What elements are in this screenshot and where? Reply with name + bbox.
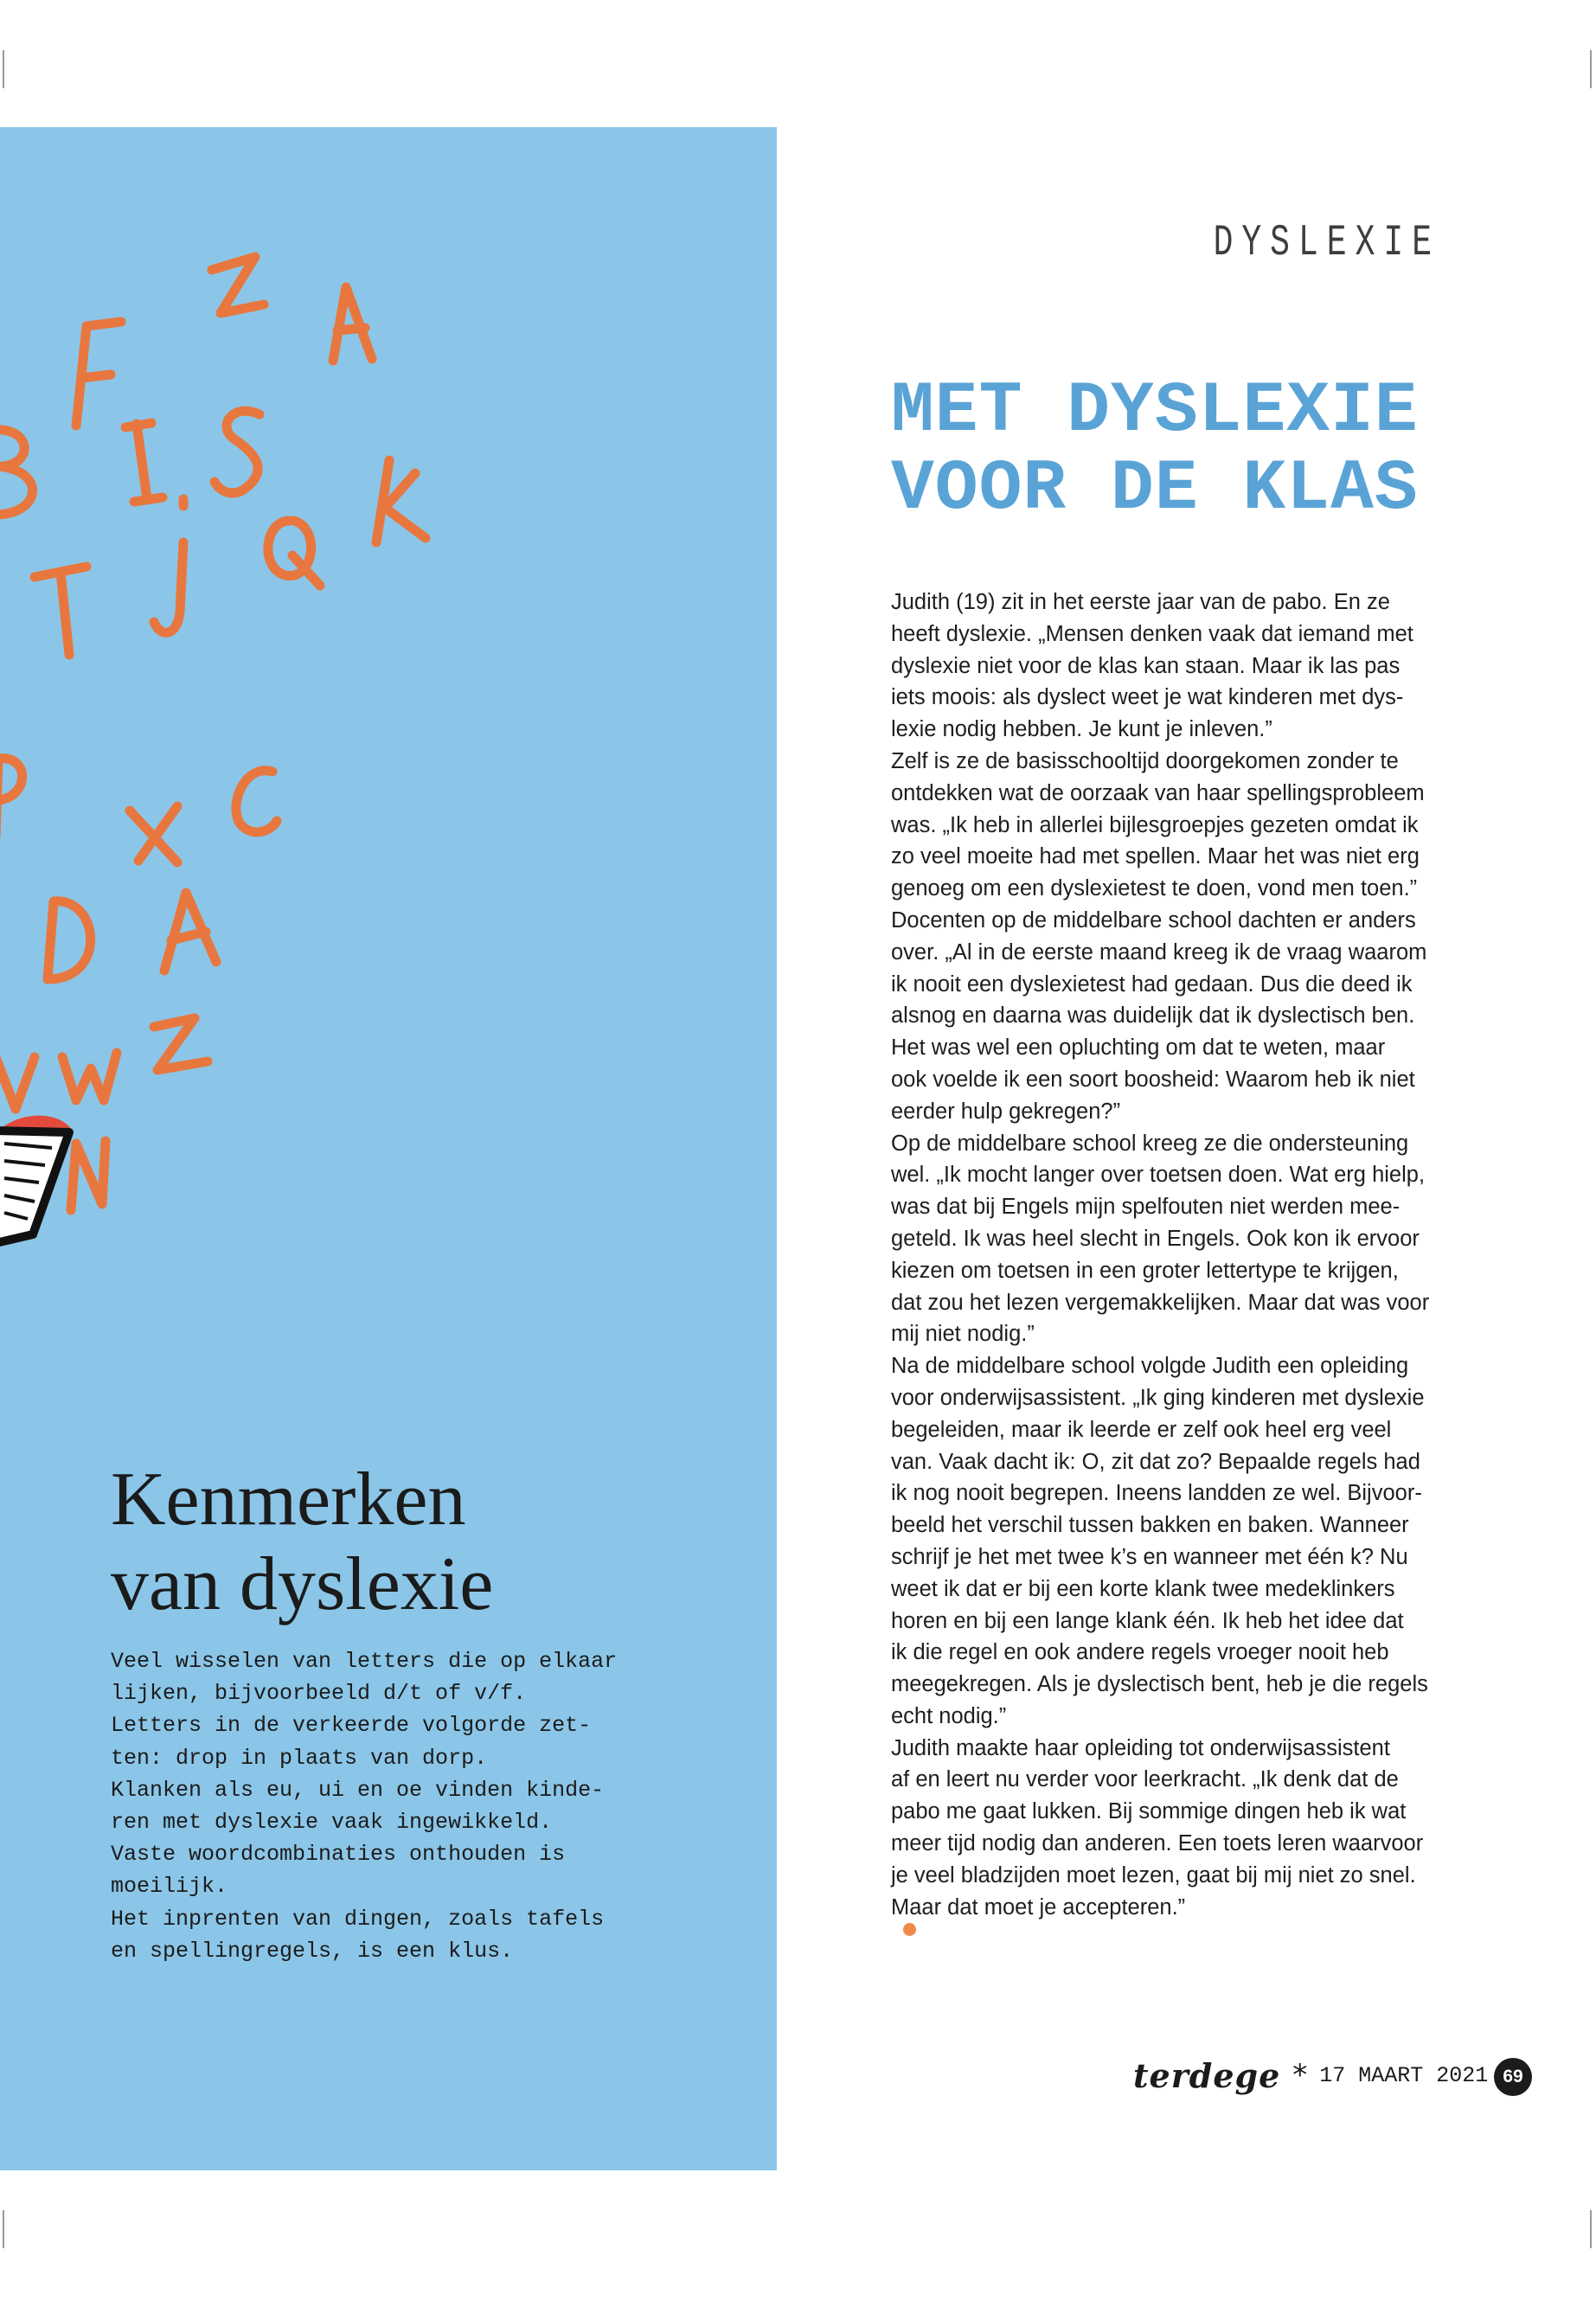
letter-i-glyph bbox=[125, 423, 163, 502]
box-text-line: Het inprenten van dingen, zoals tafels bbox=[111, 1906, 605, 1932]
body-line: ook voelde ik een soort boosheid: Waarom heb ik niet bbox=[891, 1067, 1415, 1092]
body-line: ik nooit een dyslexietest had gedaan. Dus die deed ik bbox=[891, 971, 1413, 997]
body-line: ik nog nooit begrepen. Ineens landden ze wel. Bijvoor- bbox=[891, 1481, 1422, 1506]
box-title-line: Kenmerken bbox=[111, 1458, 466, 1541]
body-line: was dat bij Engels mijn spelfouten niet werden mee- bbox=[891, 1195, 1401, 1220]
body-line: weet ik dat er bij een korte klank twee medeklinkers bbox=[891, 1576, 1395, 1601]
body-line: voor onderwijsassistent. „Ik ging kinderen met dyslexie bbox=[891, 1385, 1425, 1410]
body-line: meegekregen. Als je dyslectisch bent, heb je die regels bbox=[891, 1672, 1428, 1697]
body-line: van. Vaak dacht ik: O, zit dat zo? Bepaalde regels had bbox=[891, 1449, 1420, 1474]
body-line: Zelf is ze de basisschooltijd doorgekomen zonder te bbox=[891, 748, 1399, 773]
article-title-line: MET DYSLEXIE bbox=[891, 370, 1419, 452]
article-title bbox=[891, 372, 1462, 528]
letter-p-glyph bbox=[0, 759, 22, 836]
body-line: Judith (19) zit in het eerste jaar van de pabo. En ze bbox=[891, 590, 1390, 614]
body-line: heeft dyslexie. „Mensen denken vaak dat iemand met bbox=[891, 621, 1413, 646]
body-line: meer tijd nodig dan anderen. Een toets leren waarvoor bbox=[891, 1831, 1424, 1856]
letter-a-glyph bbox=[333, 287, 372, 361]
body-line: Maar dat moet je accepteren.” bbox=[891, 1894, 1186, 1920]
box-text-line: Vaste woordcombinaties onthouden is bbox=[111, 1842, 566, 1868]
body-line: iets moois: als dyslect weet je wat kinderen met dys- bbox=[891, 685, 1404, 710]
letter-s-glyph bbox=[215, 411, 260, 493]
body-line: dyslexie niet voor de klas kan staan. Maar ik las pas bbox=[891, 653, 1401, 678]
body-line: eerder hulp gekregen?” bbox=[891, 1099, 1121, 1124]
issue-date: 17 MAART 2021 bbox=[1319, 2062, 1489, 2088]
end-mark-dot bbox=[903, 1923, 916, 1936]
body-line: Docenten op de middelbare school dachten er anders bbox=[891, 907, 1416, 933]
letter-t-glyph bbox=[35, 567, 87, 655]
body-line: geteld. Ik was heel slecht in Engels. Ook kon ik ervoor bbox=[891, 1226, 1420, 1251]
body-line-last bbox=[891, 1892, 1445, 1937]
box-text-line: en spellingregels, is een klus. bbox=[111, 1938, 514, 1964]
body-line: wel. „Ik mocht langer over toetsen doen. Wat erg hielp, bbox=[891, 1163, 1426, 1188]
section-label: DYSLEXIE bbox=[1213, 218, 1440, 269]
box-title bbox=[111, 1458, 734, 1627]
box-text-line: moeilijk. bbox=[111, 1874, 228, 1900]
letters-illustration-svg bbox=[0, 127, 606, 1252]
letter-d-glyph bbox=[48, 901, 91, 979]
body-line: begeleiden, maar ik leerde er zelf ook heel erg veel bbox=[891, 1417, 1392, 1442]
letter-q-glyph bbox=[268, 521, 320, 586]
crop-mark bbox=[3, 2210, 4, 2248]
letter-w-glyph bbox=[62, 1053, 117, 1100]
body-line: ik die regel en ook andere regels vroeger nooit heb bbox=[891, 1640, 1389, 1665]
letter-c-glyph bbox=[236, 771, 277, 832]
letter-k-glyph bbox=[376, 460, 426, 542]
body-line: echt nodig.” bbox=[891, 1703, 1007, 1728]
article-title-line: VOOR DE KLAS bbox=[891, 448, 1419, 529]
letter-f-glyph bbox=[76, 322, 121, 426]
box-text-line: ten: drop in plaats van dorp. bbox=[111, 1745, 488, 1771]
letters-illustration bbox=[0, 127, 606, 1252]
box-text-line: Klanken als eu, ui en oe vinden kinde- bbox=[111, 1777, 605, 1803]
page-number-badge: 69 bbox=[1494, 2058, 1532, 2096]
letter-z-glyph bbox=[154, 1018, 208, 1070]
body-line: Na de middelbare school volgde Judith een opleiding bbox=[891, 1354, 1409, 1379]
crop-mark bbox=[1590, 50, 1592, 88]
letter-z-glyph bbox=[212, 257, 264, 313]
body-line: pabo me gaat lukken. Bij sommige dingen heb ik wat bbox=[891, 1799, 1407, 1824]
body-line: horen en bij een lange klank één. Ik heb het idee dat bbox=[891, 1608, 1404, 1633]
letter-j-glyph bbox=[154, 499, 183, 632]
box-text-line: ren met dyslexie vaak ingewikkeld. bbox=[111, 1810, 553, 1836]
box-text-line: Veel wisselen van letters die op elkaar bbox=[111, 1649, 618, 1674]
body-line: kiezen om toetsen in een groter lettertype te krijgen, bbox=[891, 1258, 1399, 1283]
body-line: ontdekken wat de oorzaak van haar spellingsprobleem bbox=[891, 780, 1425, 805]
body-line: zo veel moeite had met spellen. Maar het was niet erg bbox=[891, 844, 1420, 869]
body-line: alsnog en daarna was duidelijk dat ik dyslectisch ben. bbox=[891, 1003, 1415, 1029]
asterisk-separator: * bbox=[1292, 2058, 1308, 2093]
body-line: je veel bladzijden moet lezen, gaat bij mij niet zo snel. bbox=[891, 1862, 1416, 1888]
body-line: over. „Al in de eerste maand kreeg ik de vraag waarom bbox=[891, 939, 1427, 965]
body-line: genoeg om een dyslexietest te doen, vond men toen.” bbox=[891, 876, 1418, 901]
body-line: Judith maakte haar opleiding tot onderwijsassistent bbox=[891, 1735, 1390, 1760]
magazine-brand: terdege bbox=[1133, 2055, 1281, 2095]
box-title-line: van dyslexie bbox=[111, 1542, 494, 1626]
body-line: Het was wel een opluchting om dat te weten, maar bbox=[891, 1035, 1386, 1061]
box-text bbox=[111, 1645, 734, 1967]
letter-a-glyph bbox=[164, 893, 216, 971]
body-line: mij niet nodig.” bbox=[891, 1322, 1035, 1347]
letter-n-glyph bbox=[71, 1141, 106, 1210]
article-body bbox=[891, 586, 1445, 1936]
letter-b-glyph bbox=[0, 430, 33, 515]
body-line: was. „Ik heb in allerlei bijlesgroepjes gezeten omdat ik bbox=[891, 812, 1419, 837]
body-line: schrijf je het met twee k’s en wanneer met één k? Nu bbox=[891, 1544, 1408, 1569]
box-text-line: lijken, bijvoorbeeld d/t of v/f. bbox=[111, 1681, 527, 1707]
letter-v-glyph bbox=[0, 1057, 35, 1109]
body-line: lexie nodig hebben. Je kunt je inleven.” bbox=[891, 717, 1272, 742]
body-line: Op de middelbare school kreeg ze die ondersteuning bbox=[891, 1131, 1409, 1156]
crop-mark bbox=[1590, 2210, 1592, 2248]
box-text-line: Letters in de verkeerde volgorde zet- bbox=[111, 1713, 592, 1739]
body-line: af en leert nu verder voor leerkracht. „Ik denk dat de bbox=[891, 1767, 1399, 1792]
page-footer bbox=[1133, 2052, 1488, 2099]
crop-mark bbox=[3, 50, 4, 88]
letter-x-glyph bbox=[130, 806, 177, 862]
body-line: dat zou het lezen vergemakkelijken. Maar dat was voor bbox=[891, 1290, 1430, 1315]
body-line: beeld het verschil tussen bakken en baken. Wanneer bbox=[891, 1513, 1409, 1538]
